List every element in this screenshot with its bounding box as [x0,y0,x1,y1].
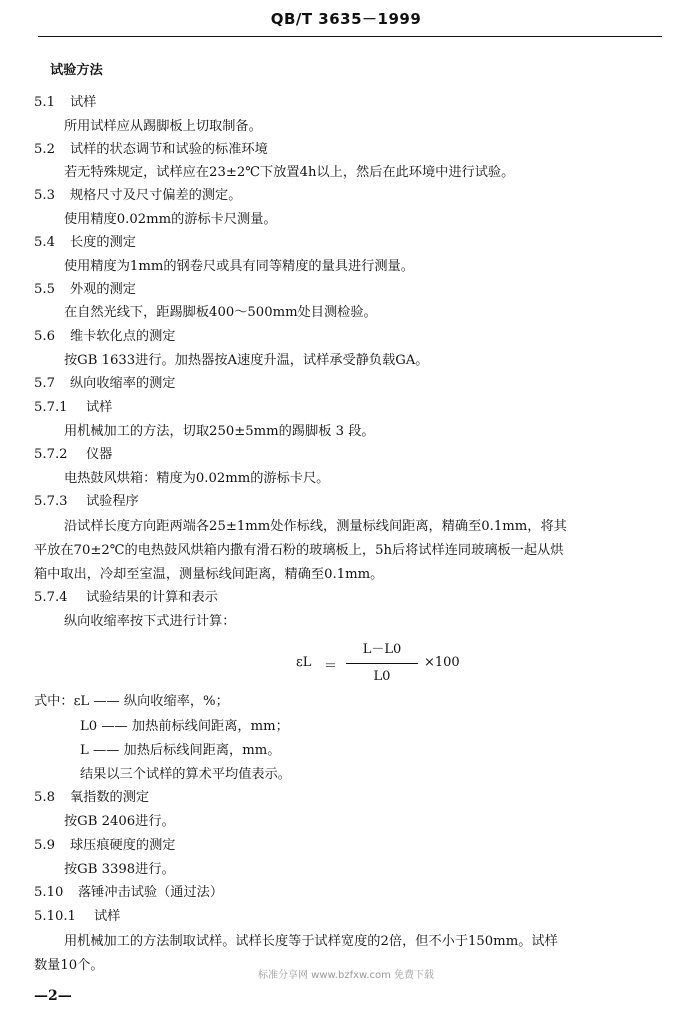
clause-5-7-3-text-line1: 沿试样长度方向距两端各25±1mm处作标线，测量标线间距离，精确至0.1mm，将其 [64,519,567,534]
clause-number: 5.5 [34,282,55,297]
clause-number: 5.7.1 [34,400,68,415]
where-definition: εL —— 纵向收缩率，%； [73,694,229,709]
clause-number: 5.10.1 [34,909,76,924]
header-divider [38,36,662,37]
shrinkage-formula [296,636,496,692]
clause-5-4-text: 使用精度为1mm的钢卷尺或具有同等精度的量具进行测量。 [64,259,414,274]
clause-title: 试样 [94,909,121,924]
page-number: —2— [34,988,72,1004]
clause-title: 试验程序 [86,494,139,509]
clause-5-1-text: 所用试样应从踢脚板上切取制备。 [64,119,262,134]
clause-title: 落锤冲击试验（通过法） [78,885,224,900]
clause-5-7-3-text-line3: 箱中取出，冷却至室温，测量标线间距离，精确至0.1mm。 [34,567,384,582]
clause-number: 5.7.2 [34,447,68,462]
result-statement: 结果以三个试样的算术平均值表示。 [80,767,291,782]
formula-lhs: εL [296,655,312,670]
clause-title: 试验结果的计算和表示 [86,590,218,605]
watermark-footer: 标准分享网 www.bzfxw.com 免费下载 [258,970,434,981]
clause-5-7-heading [34,375,176,393]
clause-5-5-text: 在自然光线下，距踢脚板400～500mm处目测检验。 [64,305,377,320]
clause-5-8-text: 按GB 2406进行。 [64,814,175,829]
document-code-header: QB/T 3635－1999 [270,10,422,28]
clause-number: 5.2 [34,142,55,157]
clause-number: 5.1 [34,95,55,110]
clause-5-9-text: 按GB 3398进行。 [64,862,175,877]
clause-title: 试样 [70,95,97,110]
clause-5-7-2-text: 电热鼓风烘箱：精度为0.02mm的游标卡尺。 [64,471,330,486]
clause-5-5-heading [34,281,136,299]
clause-title: 规格尺寸及尺寸偏差的测定。 [70,188,242,203]
formula-denominator: L0 [373,669,391,684]
clause-5-10-heading [34,884,223,902]
where-line-2: L0 —— 加热前标线间距离，mm； [80,719,289,734]
clause-number: 5.7.4 [34,590,68,605]
formula-multiplier: ×100 [424,655,460,670]
clause-title: 球压痕硬度的测定 [70,838,176,853]
clause-5-6-heading [34,328,176,346]
clause-number: 5.4 [34,235,55,250]
clause-5-7-4-heading [34,589,218,607]
clause-5-10-1-heading [34,908,120,926]
formula-numerator: L－L0 [362,642,402,657]
clause-5-8-heading [34,789,149,807]
clause-number: 5.7.3 [34,494,68,509]
formula-equals: ＝ [324,659,338,674]
clause-number: 5.8 [34,790,55,805]
clause-5-2-heading [34,141,268,159]
where-line-1 [34,693,229,711]
clause-number: 5.6 [34,329,55,344]
clause-5-1-heading [34,94,96,112]
clause-title: 长度的测定 [70,235,136,250]
clause-5-10-1-text-line2: 数量10个。 [34,958,104,973]
clause-5-4-heading [34,234,136,252]
clause-5-7-1-heading [34,399,112,417]
clause-5-7-2-heading [34,446,112,464]
clause-title: 试样 [86,400,113,415]
clause-5-6-text: 按GB 1633进行。加热器按A速度升温，试样承受静负载GA。 [64,353,429,368]
where-lead: 式中： [34,694,74,709]
section-title: 试验方法 [50,63,103,78]
fraction-bar [346,663,418,664]
clause-title: 纵向收缩率的测定 [70,376,176,391]
clause-5-3-text: 使用精度0.02mm的游标卡尺测量。 [64,212,277,227]
clause-number: 5.9 [34,838,55,853]
clause-5-10-1-text-line1: 用机械加工的方法制取试样。试样长度等于试样宽度的2倍，但不小于150mm。试样 [64,934,558,949]
clause-number: 5.7 [34,376,55,391]
clause-5-7-1-text: 用机械加工的方法，切取250±5mm的踢脚板 3 段。 [64,424,375,439]
clause-5-2-text: 若无特殊规定，试样应在23±2℃下放置4h以上，然后在此环境中进行试验。 [64,165,515,180]
clause-5-3-heading [34,187,241,205]
clause-5-7-3-text-line2: 平放在70±2℃的电热鼓风烘箱内撒有滑石粉的玻璃板上，5h后将试样连同玻璃板一起从烘 [34,543,564,558]
clause-5-7-4-text: 纵向收缩率按下式进行计算： [64,614,236,629]
clause-number: 5.3 [34,188,55,203]
clause-number: 5.10 [34,885,64,900]
clause-title: 维卡软化点的测定 [70,329,176,344]
clause-title: 试样的状态调节和试验的标准环境 [70,142,268,157]
clause-title: 氧指数的测定 [70,790,150,805]
where-line-3: L —— 加热后标线间距离，mm。 [80,743,281,758]
clause-title: 外观的测定 [70,282,136,297]
clause-5-7-3-heading [34,493,139,511]
clause-title: 仪器 [86,447,113,462]
clause-5-9-heading [34,837,176,855]
